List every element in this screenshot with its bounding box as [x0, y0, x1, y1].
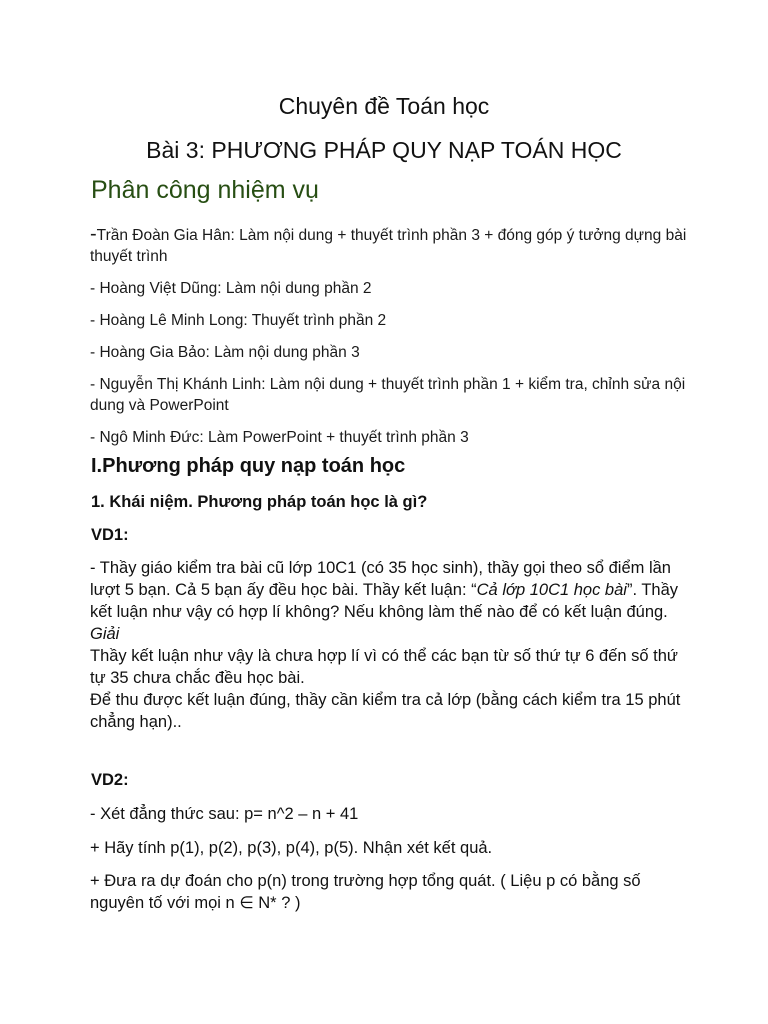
assignment-item: - Hoàng Gia Bảo: Làm nội dung phần 3: [90, 344, 360, 361]
assignment-item: - Ngô Minh Đức: Làm PowerPoint + thuyết trình phần 3: [90, 429, 469, 446]
example-2-task: + Đưa ra dự đoán cho p(n) trong trường hợp tổng quát. ( Liệu p có bằng số nguyên tố với mọi n ∈ N* ? ): [90, 872, 641, 912]
lesson-title: Bài 3: PHƯƠNG PHÁP QUY NẠP TOÁN HỌC: [146, 137, 622, 163]
assignment-item: - Nguyễn Thị Khánh Linh: Làm nội dung + thuyết trình phần 1 + kiểm tra, chỉnh sửa nội dung và PowerPoint: [90, 376, 686, 414]
assignment-list: [90, 224, 690, 459]
assignment-item: - Hoàng Việt Dũng: Làm nội dung phần 2: [90, 280, 372, 297]
section-heading: I.Phương pháp quy nạp toán học: [91, 455, 406, 477]
solution-label: Giải: [90, 625, 120, 643]
solution-text: Thầy kết luận như vậy là chưa hợp lí vì có thể các bạn từ số thứ tự 6 đến số thứ tự 35 chưa chắc đều học bài.: [90, 647, 678, 687]
subsection-heading: 1. Khái niệm. Phương pháp toán học là gì?: [91, 493, 428, 511]
quoted-conclusion: Cả lớp 10C1 học bài: [476, 581, 627, 599]
example-1-label: VD1:: [91, 526, 129, 544]
example-2-statement: - Xét đẳng thức sau: p= n^2 – n + 41: [90, 805, 359, 823]
example-1-question: - Thầy giáo kiểm tra bài cũ lớp 10C1 (có 35 học sinh), thầy gọi theo sổ điểm lần lượt 5 bạn. Cả 5 bạn ấy đều học bài. Thầy kết luận: “Cả lớp 10C1 học bài”. Thầy kết luận như vậy có hợp lí không? Nếu không làm thế nào để có kết luận đúng.: [90, 559, 679, 621]
example-1-body: [90, 557, 685, 733]
assignment-item: -Trần Đoàn Gia Hân: Làm nội dung + thuyết trình phần 3 + đóng góp ý tưởng dựng bài thuyết trình: [90, 223, 687, 265]
example-2-label: VD2:: [91, 771, 129, 789]
example-2-task: + Hãy tính p(1), p(2), p(3), p(4), p(5). Nhận xét kết quả.: [90, 839, 493, 857]
document-title: Chuyên đề Toán học: [278, 93, 490, 119]
assignment-heading: Phân công nhiệm vụ: [91, 176, 319, 204]
dash-marker: -: [90, 223, 97, 245]
assignment-item: - Hoàng Lê Minh Long: Thuyết trình phần 2: [90, 312, 387, 329]
solution-text: Để thu được kết luận đúng, thầy cần kiểm tra cả lớp (bằng cách kiểm tra 15 phút chẳng hạn)..: [90, 691, 681, 731]
